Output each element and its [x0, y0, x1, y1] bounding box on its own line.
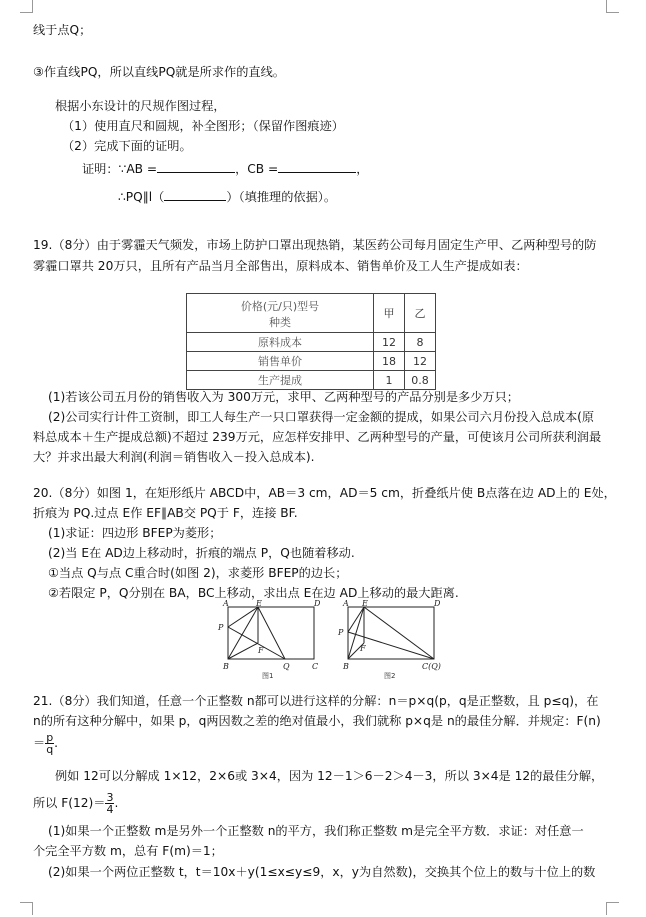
- fig2-label-e: E: [362, 599, 368, 608]
- fig2-label-a: A: [343, 599, 349, 608]
- fig1-label-b: B: [223, 662, 229, 671]
- header-bottom: 种类: [269, 316, 291, 329]
- fig2-caption: 图2: [384, 672, 396, 680]
- cell: 8: [405, 333, 436, 352]
- period: .: [54, 736, 59, 750]
- figure-1-diagram: [214, 598, 326, 680]
- q19-part1: (1)若该公司五月份的销售收入为 300万元，求甲、乙两种型号的产品分别是多少万只；: [48, 390, 519, 404]
- fig1-label-e: E: [256, 599, 262, 608]
- fig1-label-p: P: [218, 623, 224, 632]
- proof-line: [118, 188, 624, 206]
- q21-example: 例如 12可以分解成 1×12，2×6或 3×4，因为 12－1＞6－2＞4－3，所以 3×4是 12的最佳分解，: [55, 769, 604, 783]
- q20-part2: (2)当 E在 AD边上移动时，折痕的端点 P，Q也随着移动.: [48, 546, 355, 560]
- result-prefix: 所以 F(12)＝: [33, 796, 106, 810]
- q20-part2-2: ②若限定 P，Q分别在 BA，BC上移动，求出点 E在边 AD上移动的最大距离.: [48, 586, 459, 600]
- fig2-label-b: B: [343, 662, 349, 671]
- q20-part1: (1)求证：四边形 BFEP为菱形；: [48, 526, 222, 540]
- cell: 1: [374, 371, 405, 390]
- fig1-caption: 图1: [262, 672, 274, 680]
- col-header-jia: 甲: [374, 294, 405, 333]
- proof-note: ）（填推理的依据）。: [226, 190, 337, 204]
- proof-prefix: 证明：∵AB =: [82, 162, 158, 176]
- header-top: 价格(元/只)型号: [240, 300, 320, 313]
- fraction-denominator: q: [46, 743, 54, 756]
- fig1-label-q: Q: [283, 662, 290, 671]
- q19-text: 19.（8分）由于雾霾天气频发，市场上防护口罩出现热销，某医药公司每月固定生产甲、乙两种型号的防: [33, 238, 597, 252]
- table-row: [187, 371, 436, 390]
- proof-line: [82, 160, 624, 178]
- answer-blank-ab[interactable]: [157, 160, 235, 173]
- text-line: 根据小东设计的尺规作图过程，: [55, 99, 226, 113]
- fraction-numerator: p: [46, 731, 54, 744]
- period: .: [114, 796, 119, 810]
- cell: 18: [374, 352, 405, 371]
- fig2-label-f: F: [360, 644, 366, 653]
- proof-mid: ，CB =: [235, 162, 279, 176]
- q21-part2: (2)如果一个两位正整数 t，t＝10x＋y(1≤x≤y≤9，x，y为自然数)，交换其个位上的数与十位上的数: [48, 865, 596, 879]
- answer-blank-cb[interactable]: [278, 160, 356, 173]
- cell: 0.8: [405, 371, 436, 390]
- fig2-label-p: P: [338, 628, 344, 637]
- cell: 12: [374, 333, 405, 352]
- q19-part2: 大？并求出最大利润(利润＝销售收入－投入总成本).: [33, 450, 315, 464]
- crop-mark-bottom-right: [606, 902, 619, 915]
- row-label: 生产提成: [187, 371, 374, 390]
- row-label: 销售单价: [187, 352, 374, 371]
- col-header-yi: 乙: [405, 294, 436, 333]
- fig2-label-cq: C(Q): [422, 662, 441, 671]
- q21-text: n的所有这种分解中，如果 p，q两因数之差的绝对值最小，我们就称 p×q是 n的最佳分解．并规定：F(n): [33, 714, 601, 728]
- fig2-label-d: D: [434, 599, 441, 608]
- fig1-label-c: C: [312, 662, 319, 671]
- row-label: 原料成本: [187, 333, 374, 352]
- crop-mark-top-left: [20, 0, 33, 13]
- figure-2-diagram: [334, 598, 446, 680]
- q20-part2-1: ①当点 Q与点 C重合时(如图 2)，求菱形 BFEP的边长；: [48, 566, 348, 580]
- answer-blank-reason[interactable]: [164, 188, 226, 201]
- crop-mark-bottom-left: [20, 902, 33, 915]
- q21-part1: (1)如果一个正整数 m是另外一个正整数 n的平方，我们称正整数 m是完全平方数．求证：对任意一: [48, 824, 584, 838]
- q21-text: 21.（8分）我们知道，任意一个正整数 n都可以进行这样的分解：n＝p×q(p，q是正整数，且 p≤q)，在: [33, 694, 599, 708]
- fraction-p-over-q: [45, 732, 54, 755]
- equals-sign: ＝: [33, 736, 46, 750]
- q19-text: 雾霾口罩共 20万只，且所有产品当月全部售出，原料成本、销售单价及工人生产提成如表：: [33, 259, 528, 273]
- q19-part2: 料总成本＋生产提成总额)不超过 239万元，应怎样安排甲、乙两种型号的产量，可使该月公司所获利润最: [33, 430, 602, 444]
- table-row: [187, 352, 436, 371]
- q21-definition: [33, 732, 624, 755]
- table-header-diagonal: [187, 294, 374, 333]
- fraction-denominator: 4: [106, 803, 114, 816]
- text-line: （1）使用直尺和圆规，补全图形；（保留作图痕迹）: [62, 119, 344, 133]
- proof-conclusion: ∴PQ∥l（: [118, 190, 165, 204]
- text-line: （2）完成下面的证明。: [62, 139, 192, 153]
- price-table: [186, 293, 436, 390]
- crop-mark-top-right: [606, 0, 619, 13]
- cell: 12: [405, 352, 436, 371]
- text-line: 线于点Q；: [33, 23, 92, 37]
- q20-text: 折痕为 PQ.过点 E作 EF∥AB交 PQ于 F，连接 BF.: [33, 506, 298, 520]
- q21-example-result: [33, 792, 624, 815]
- proof-end: ，: [356, 162, 369, 176]
- fig1-label-d: D: [314, 599, 321, 608]
- fig1-label-f: F: [258, 646, 264, 655]
- text-line: ③作直线PQ，所以直线PQ就是所求作的直线。: [33, 65, 285, 79]
- q21-part1: 个完全平方数 m，总有 F(m)＝1；: [33, 844, 223, 858]
- fraction-numerator: 3: [106, 791, 114, 804]
- fig1-label-a: A: [223, 599, 229, 608]
- q20-text: 20.（8分）如图 1，在矩形纸片 ABCD中，AB＝3 cm，AD＝5 cm，折叠纸片使 B点落在边 AD上的 E处，: [33, 486, 616, 500]
- table-row: [187, 333, 436, 352]
- q19-part2: (2)公司实行计件工资制，即工人每生产一只口罩获得一定金额的提成，如果公司六月份投入总成本(原: [48, 410, 595, 424]
